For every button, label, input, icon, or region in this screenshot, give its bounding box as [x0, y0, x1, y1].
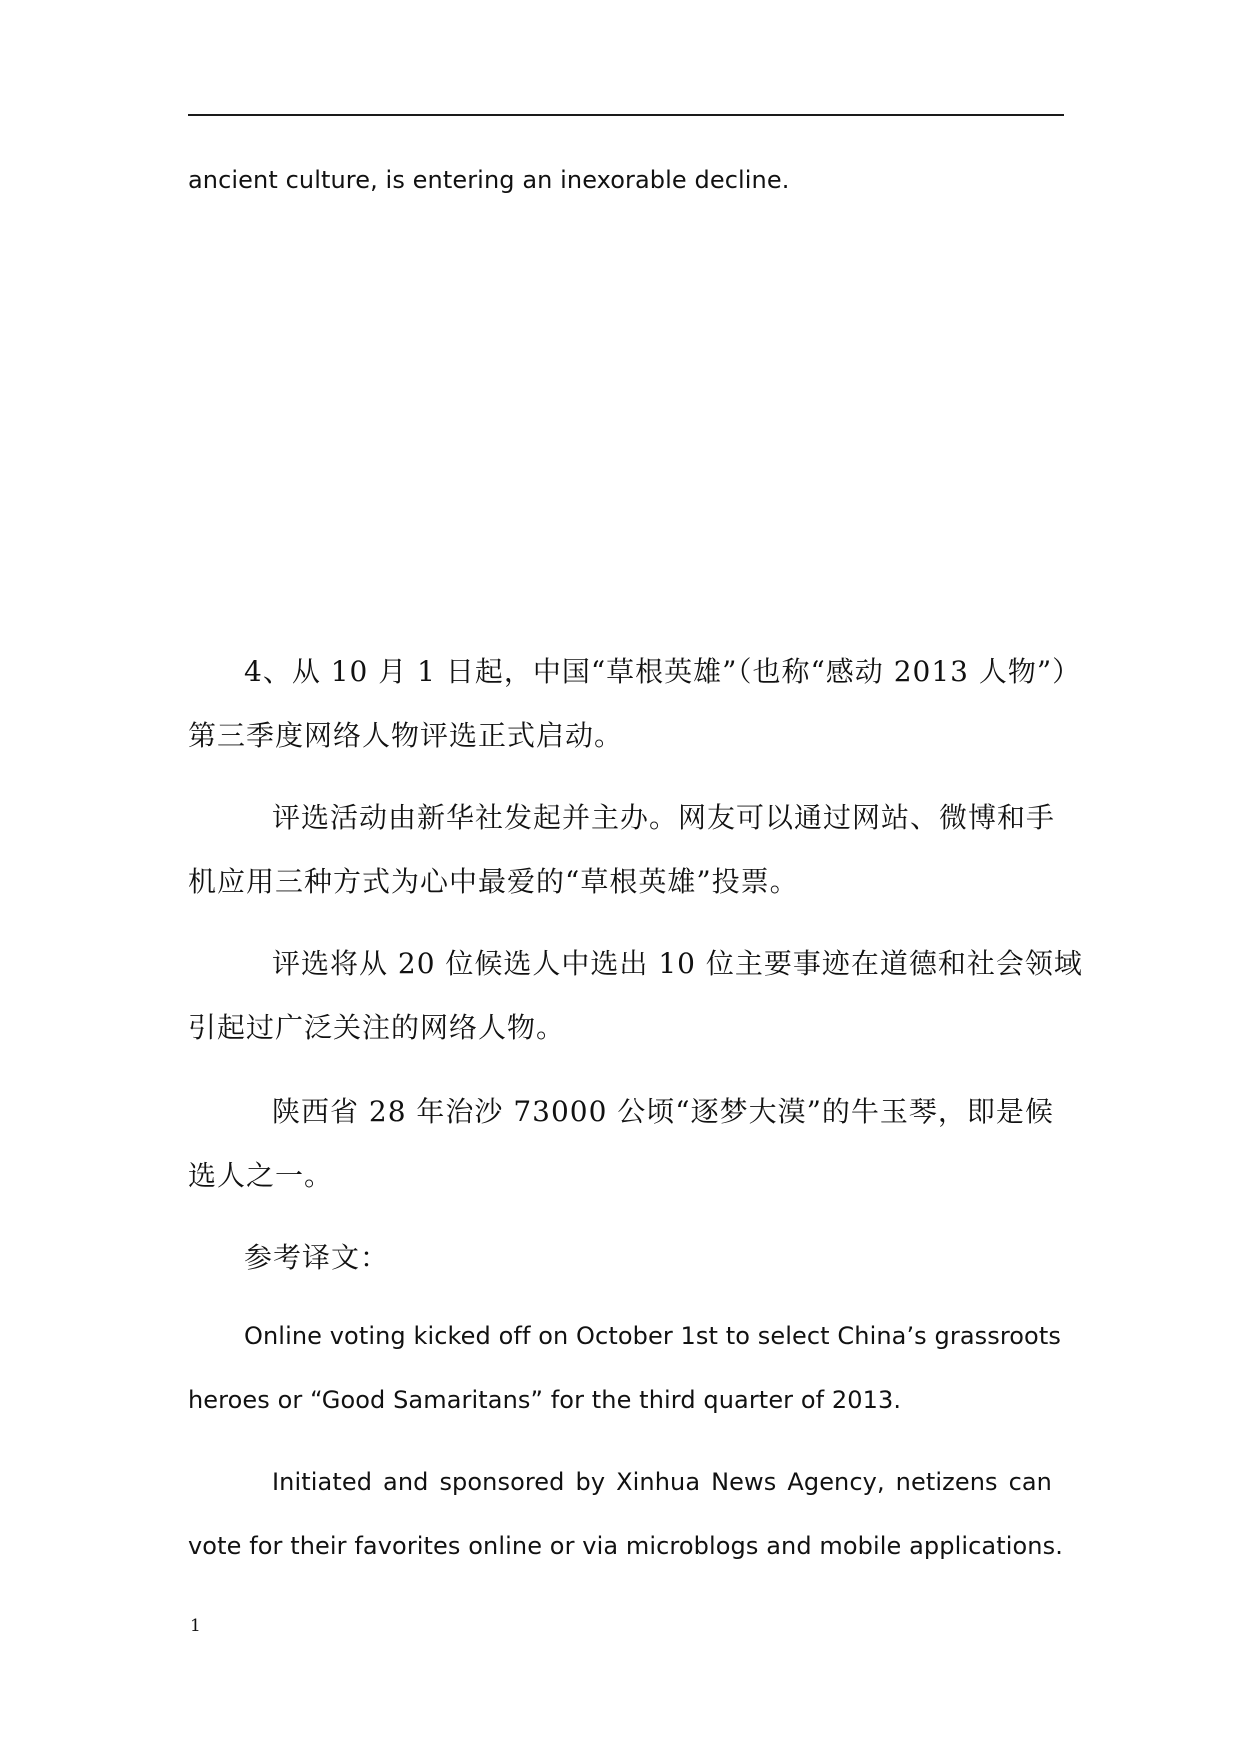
shaanxi-para-line2: 选人之一。 — [188, 1159, 334, 1192]
initiated-para-line1: 评选活动由新华社发起并主办。网友可以通过网站、微博和手 — [272, 801, 1056, 834]
translation2-line2: vote for their favorites online or via microblogs and mobile applications. — [188, 1532, 1063, 1560]
item4-line1: 4、从 10 月 1 日起，中国“草根英雄”（也称“感动 2013 人物”） — [244, 655, 1082, 688]
item4-line2: 第三季度网络人物评选正式启动。 — [188, 719, 624, 752]
select-para-line1: 评选将从 20 位候选人中选出 10 位主要事迹在道德和社会领域 — [272, 947, 1083, 980]
select-para-line2: 引起过广泛关注的网络人物。 — [188, 1011, 566, 1044]
carryover-text-line: ancient culture, is entering an inexorable decline. — [188, 166, 790, 194]
page-number: 1 — [190, 1616, 201, 1636]
translation2-line1: Initiated and sponsored by Xinhua News Agency, netizens can — [272, 1468, 1052, 1496]
shaanxi-para-line1: 陕西省 28 年治沙 73000 公顷“逐梦大漠”的牛玉琴，即是候 — [272, 1095, 1054, 1128]
header-rule — [188, 114, 1064, 116]
reference-translation-label: 参考译文： — [244, 1241, 390, 1274]
initiated-para-line2: 机应用三种方式为心中最爱的“草根英雄”投票。 — [188, 865, 799, 898]
translation1-line2: heroes or “Good Samaritans” for the third quarter of 2013. — [188, 1386, 902, 1414]
translation1-line1: Online voting kicked off on October 1st to select China’s grassroots — [244, 1322, 1061, 1350]
